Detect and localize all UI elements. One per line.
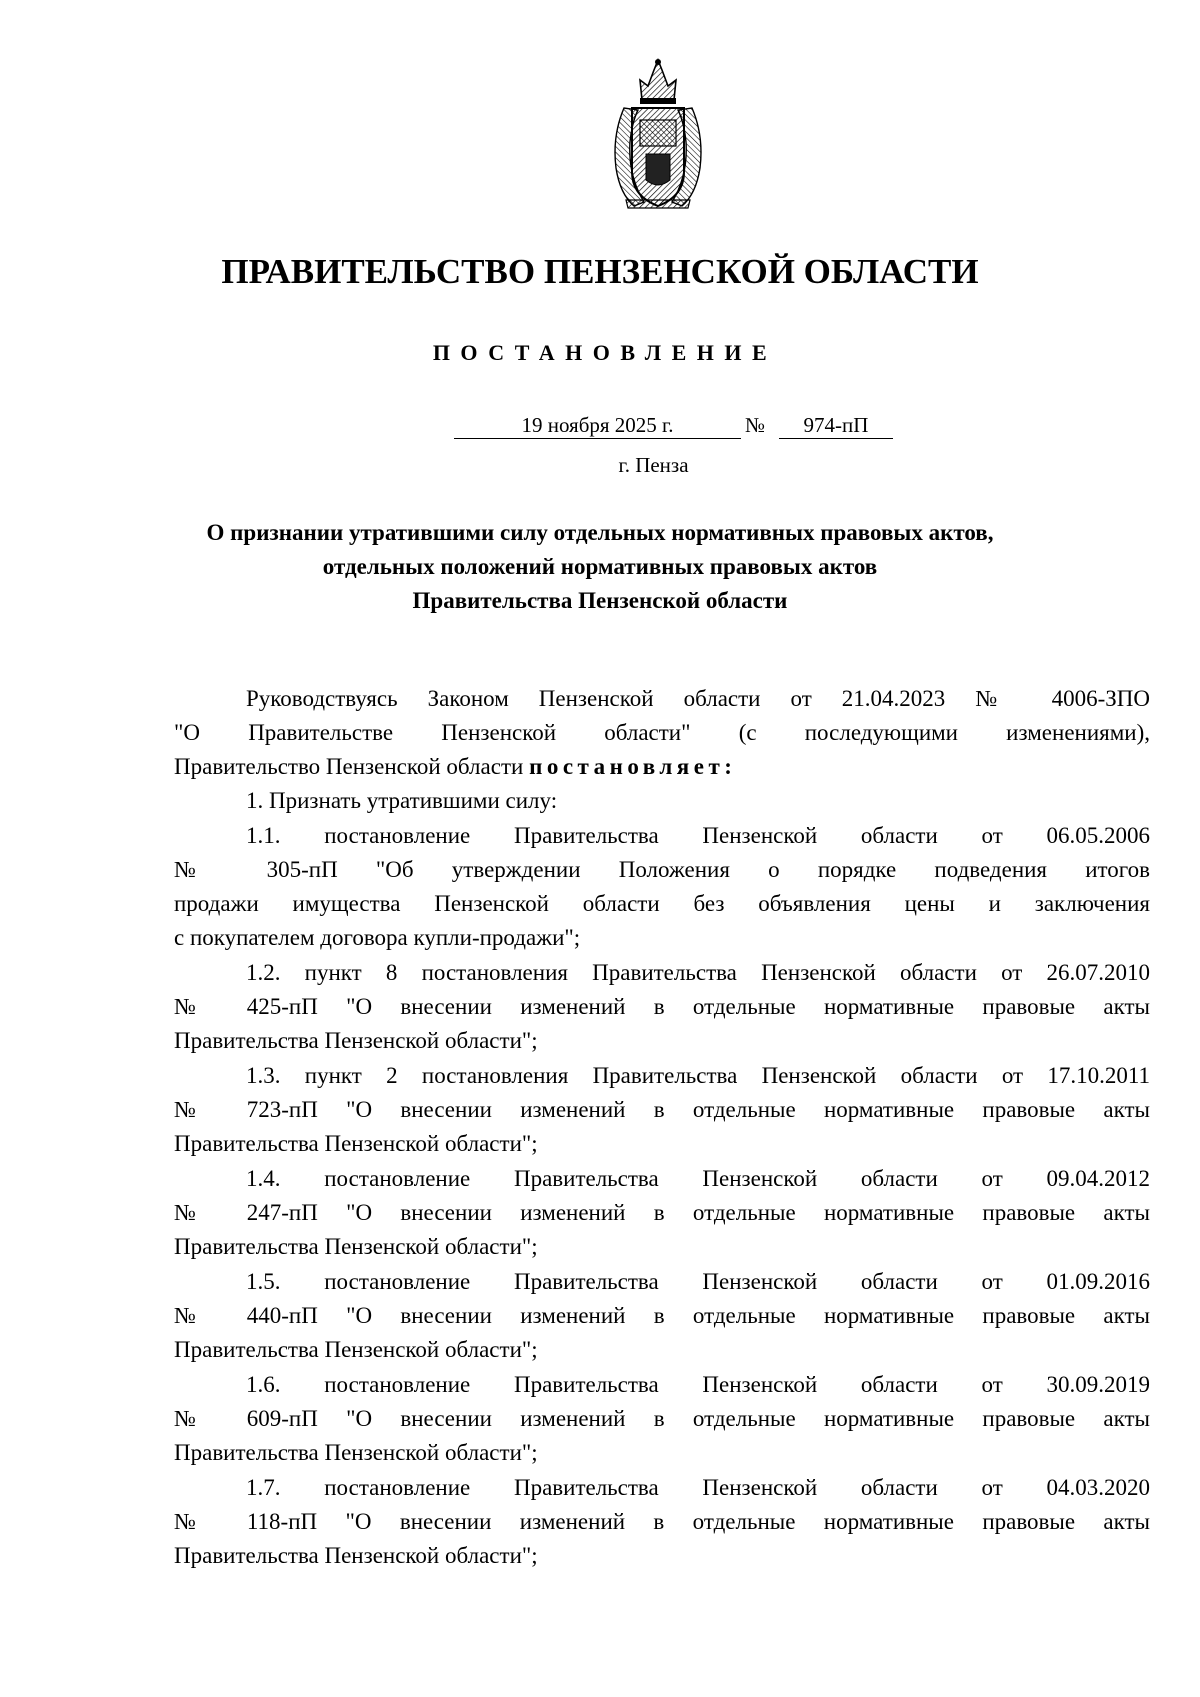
document-date: 19 ноября 2025 г. <box>454 412 741 439</box>
list-item: 1. Признать утратившими силу: <box>246 788 558 813</box>
body-line: Руководствуясь Законом Пензенской области от 21.04.2023 № 4006-ЗПО <box>246 686 1150 711</box>
body-line: Правительства Пензенской области"; <box>174 1028 538 1053</box>
body-line: "О Правительстве Пензенской области" (с последующими изменениями), <box>174 720 1150 745</box>
body-line: № 425-пП "О внесении изменений в отдельные нормативные правовые акты <box>174 994 1150 1019</box>
body-text: Правительство Пензенской области <box>174 754 524 779</box>
number-sign: № <box>745 413 766 437</box>
body-line: Правительства Пензенской области"; <box>174 1337 538 1362</box>
body-line: № 305-пП "Об утверждении Положения о порядке подведения итогов <box>174 857 1150 882</box>
body-line: № 247-пП "О внесении изменений в отдельные нормативные правовые акты <box>174 1200 1150 1225</box>
body-line: № 440-пП "О внесении изменений в отдельные нормативные правовые акты <box>174 1303 1150 1328</box>
body-line: 1.1. постановление Правительства Пензенской области от 06.05.2006 <box>246 823 1150 848</box>
body-line: Правительства Пензенской области"; <box>174 1234 538 1259</box>
document-title-line: Правительства Пензенской области <box>412 588 788 613</box>
document-number: 974-пП <box>779 412 893 439</box>
body-line: 1.4. постановление Правительства Пензенской области от 09.04.2012 <box>246 1166 1150 1191</box>
body-line <box>174 752 736 782</box>
document-title-line: отдельных положений нормативных правовых актов <box>322 554 878 579</box>
body-line: 1.2. пункт 8 постановления Правительства Пензенской области от 26.07.2010 <box>246 960 1150 985</box>
coat-of-arms-emblem <box>604 56 712 210</box>
body-line: № 723-пП "О внесении изменений в отдельные нормативные правовые акты <box>174 1097 1150 1122</box>
body-line: № 609-пП "О внесении изменений в отдельные нормативные правовые акты <box>174 1406 1150 1431</box>
body-line: с покупателем договора купли-продажи"; <box>174 925 581 950</box>
city-name: г. Пенза <box>618 453 689 477</box>
body-line: 1.3. пункт 2 постановления Правительства Пензенской области от 17.10.2011 <box>246 1063 1150 1088</box>
body-line: № 118-пП "О внесении изменений в отдельные нормативные правовые акты <box>174 1509 1150 1534</box>
body-line: Правительства Пензенской области"; <box>174 1131 538 1156</box>
body-line: 1.6. постановление Правительства Пензенской области от 30.09.2019 <box>246 1372 1150 1397</box>
decree-verb-emphasis: постановляет: <box>529 754 737 779</box>
organization-name: ПРАВИТЕЛЬСТВО ПЕНЗЕНСКОЙ ОБЛАСТИ <box>221 252 979 291</box>
document-title-line: О признании утратившими силу отдельных нормативных правовых актов, <box>206 520 994 545</box>
document-type: ПОСТАНОВЛЕНИЕ <box>432 340 778 365</box>
body-line: 1.5. постановление Правительства Пензенской области от 01.09.2016 <box>246 1269 1150 1294</box>
body-line: 1.7. постановление Правительства Пензенской области от 04.03.2020 <box>246 1475 1150 1500</box>
body-line: Правительства Пензенской области"; <box>174 1543 538 1568</box>
body-line: Правительства Пензенской области"; <box>174 1440 538 1465</box>
body-line: продажи имущества Пензенской области без объявления цены и заключения <box>174 891 1150 916</box>
